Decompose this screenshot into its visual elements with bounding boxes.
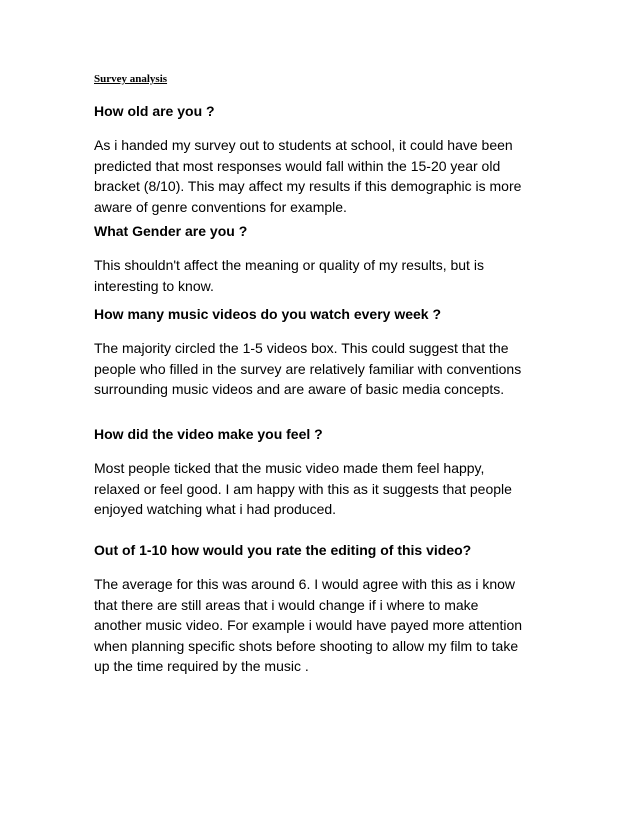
- paragraph-line: up the time required by the music .: [94, 658, 309, 674]
- paragraph-line: interesting to know.: [94, 277, 214, 294]
- paragraph-line: predicted that most responses would fall within the 15-20 year old: [94, 157, 501, 174]
- paragraph-line: another music video. For example i would have payed more attention: [94, 617, 523, 633]
- section-heading-age: How old are you ?: [94, 103, 215, 119]
- section-heading-editing: Out of 1-10 how would you rate the editing of this video?: [94, 542, 472, 558]
- section-paragraph-music-videos: [94, 338, 534, 400]
- section-heading-gender: What Gender are you ?: [94, 223, 248, 239]
- paragraph-line: that there are still areas that i would change if i where to make: [94, 596, 479, 613]
- section-heading-feel: How did the video make you feel ?: [94, 426, 323, 442]
- paragraph-line: aware of genre conventions for example.: [94, 198, 347, 215]
- paragraph-line: surrounding music videos and are aware of basic media concepts.: [94, 381, 505, 397]
- paragraph-line: when planning specific shots before shooting to allow my film to take: [94, 637, 519, 654]
- paragraph-line: As i handed my survey out to students at school, it could have been: [94, 137, 513, 153]
- section-paragraph-feel: [94, 458, 534, 520]
- section-heading-music-videos: How many music videos do you watch every week ?: [94, 306, 442, 322]
- paragraph-line: enjoyed watching what i had produced.: [94, 501, 337, 517]
- section-paragraph-editing: [94, 574, 534, 677]
- paragraph-line: people who filled in the survey are relatively familiar with conventions: [94, 360, 522, 377]
- paragraph-line: Most people ticked that the music video made them feel happy,: [94, 460, 485, 476]
- paragraph-line: relaxed or feel good. I am happy with this as it suggests that people: [94, 480, 512, 497]
- paragraph-line: The majority circled the 1-5 videos box. This could suggest that the: [94, 340, 509, 356]
- paragraph-line: This shouldn't affect the meaning or quality of my results, but is: [94, 257, 484, 273]
- section-paragraph-age: [94, 135, 534, 217]
- section-paragraph-gender: [94, 255, 534, 296]
- paragraph-line: bracket (8/10). This may affect my results if this demographic is more: [94, 178, 522, 194]
- document-title: Survey analysis: [94, 73, 168, 85]
- paragraph-line: The average for this was around 6. I would agree with this as i know: [94, 576, 515, 592]
